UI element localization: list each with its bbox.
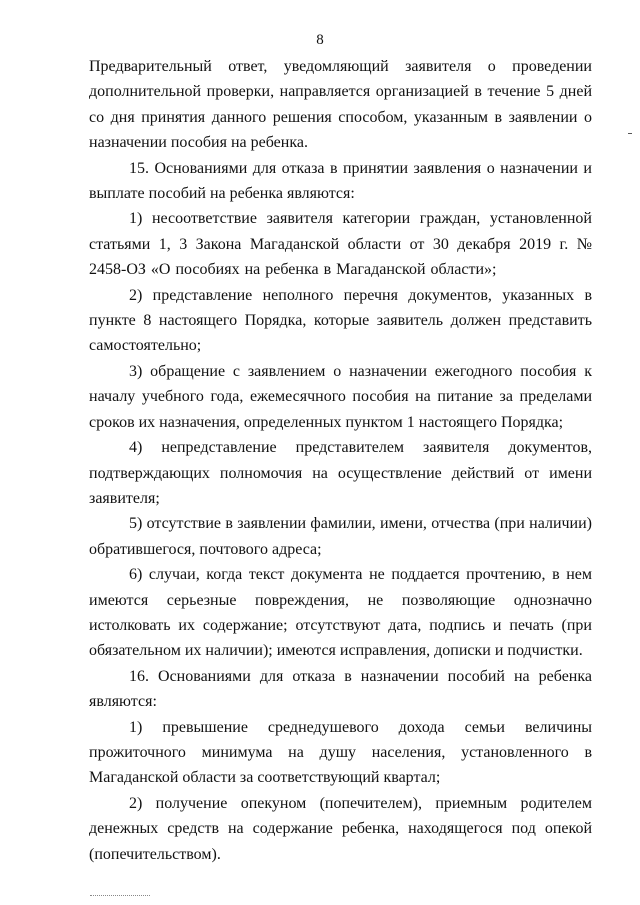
paragraph-clause-15-item-6: 6) случаи, когда текст документа не поддается прочтению, в нем имеются серьезные повреждения, не позволяющие однозначно истолковать их содержание; отсутствуют дата, подпись и печать (при обязательном их наличии); имеются исправления, дописки и подчистки. xyxy=(89,566,592,660)
document-body xyxy=(89,54,592,867)
paragraph-clause-16-item-1: 1) превышение среднедушевого дохода семьи величины прожиточного минимума на душу населения, установленного в Магаданской области за соответствующий квартал; xyxy=(89,718,592,787)
paragraph-clause-15-item-2: 2) представление неполного перечня документов, указанных в пункте 8 настоящего Порядка, которые заявитель должен представить самостоятельно; xyxy=(89,286,592,355)
paragraph-clause-15-item-5: 5) отсутствие в заявлении фамилии, имени, отчества (при наличии) обратившегося, почтового адреса; xyxy=(89,515,592,558)
footer-dotted-line xyxy=(90,895,150,897)
paragraph-clause-15-item-1: 1) несоответствие заявителя категории граждан, установленной статьями 1, 3 Закона Магаданской области от 30 декабря 2019 г. № 2458-ОЗ «О пособиях на ребенка в Магаданской области»; xyxy=(89,210,592,279)
paragraph-clause-15-item-3: 3) обращение с заявлением о назначении ежегодного пособия к началу учебного года, ежемесячного пособия на питание за пределами сроков их назначения, определенных пунктом 1 настоящего Порядка; xyxy=(89,362,592,431)
scan-artifact-mark xyxy=(628,133,632,134)
paragraph-clause-15-item-4: 4) непредставление представителем заявителя документов, подтверждающих полномочия на осуществление действий от имени заявителя; xyxy=(89,439,592,507)
paragraph-clause-16: 16. Основаниями для отказа в назначении пособий на ребенка являются: xyxy=(89,667,592,711)
page-number: 8 xyxy=(316,32,324,48)
paragraph-clause-15: 15. Основаниями для отказа в принятии заявления о назначении и выплате пособий на ребенка являются: xyxy=(89,159,592,203)
paragraph-clause-16-item-2: 2) получение опекуном (попечителем), приемным родителем денежных средств на содержание ребенка, находящегося под опекой (попечительством). xyxy=(89,794,592,863)
paragraph-preliminary-response: Предварительный ответ, уведомляющий заявителя о проведении дополнительной проверки, направляется организацией в течение 5 дней со дня принятия данного решения способом, указанным в заявлении о назначении пособия на ребенка. xyxy=(89,58,592,152)
